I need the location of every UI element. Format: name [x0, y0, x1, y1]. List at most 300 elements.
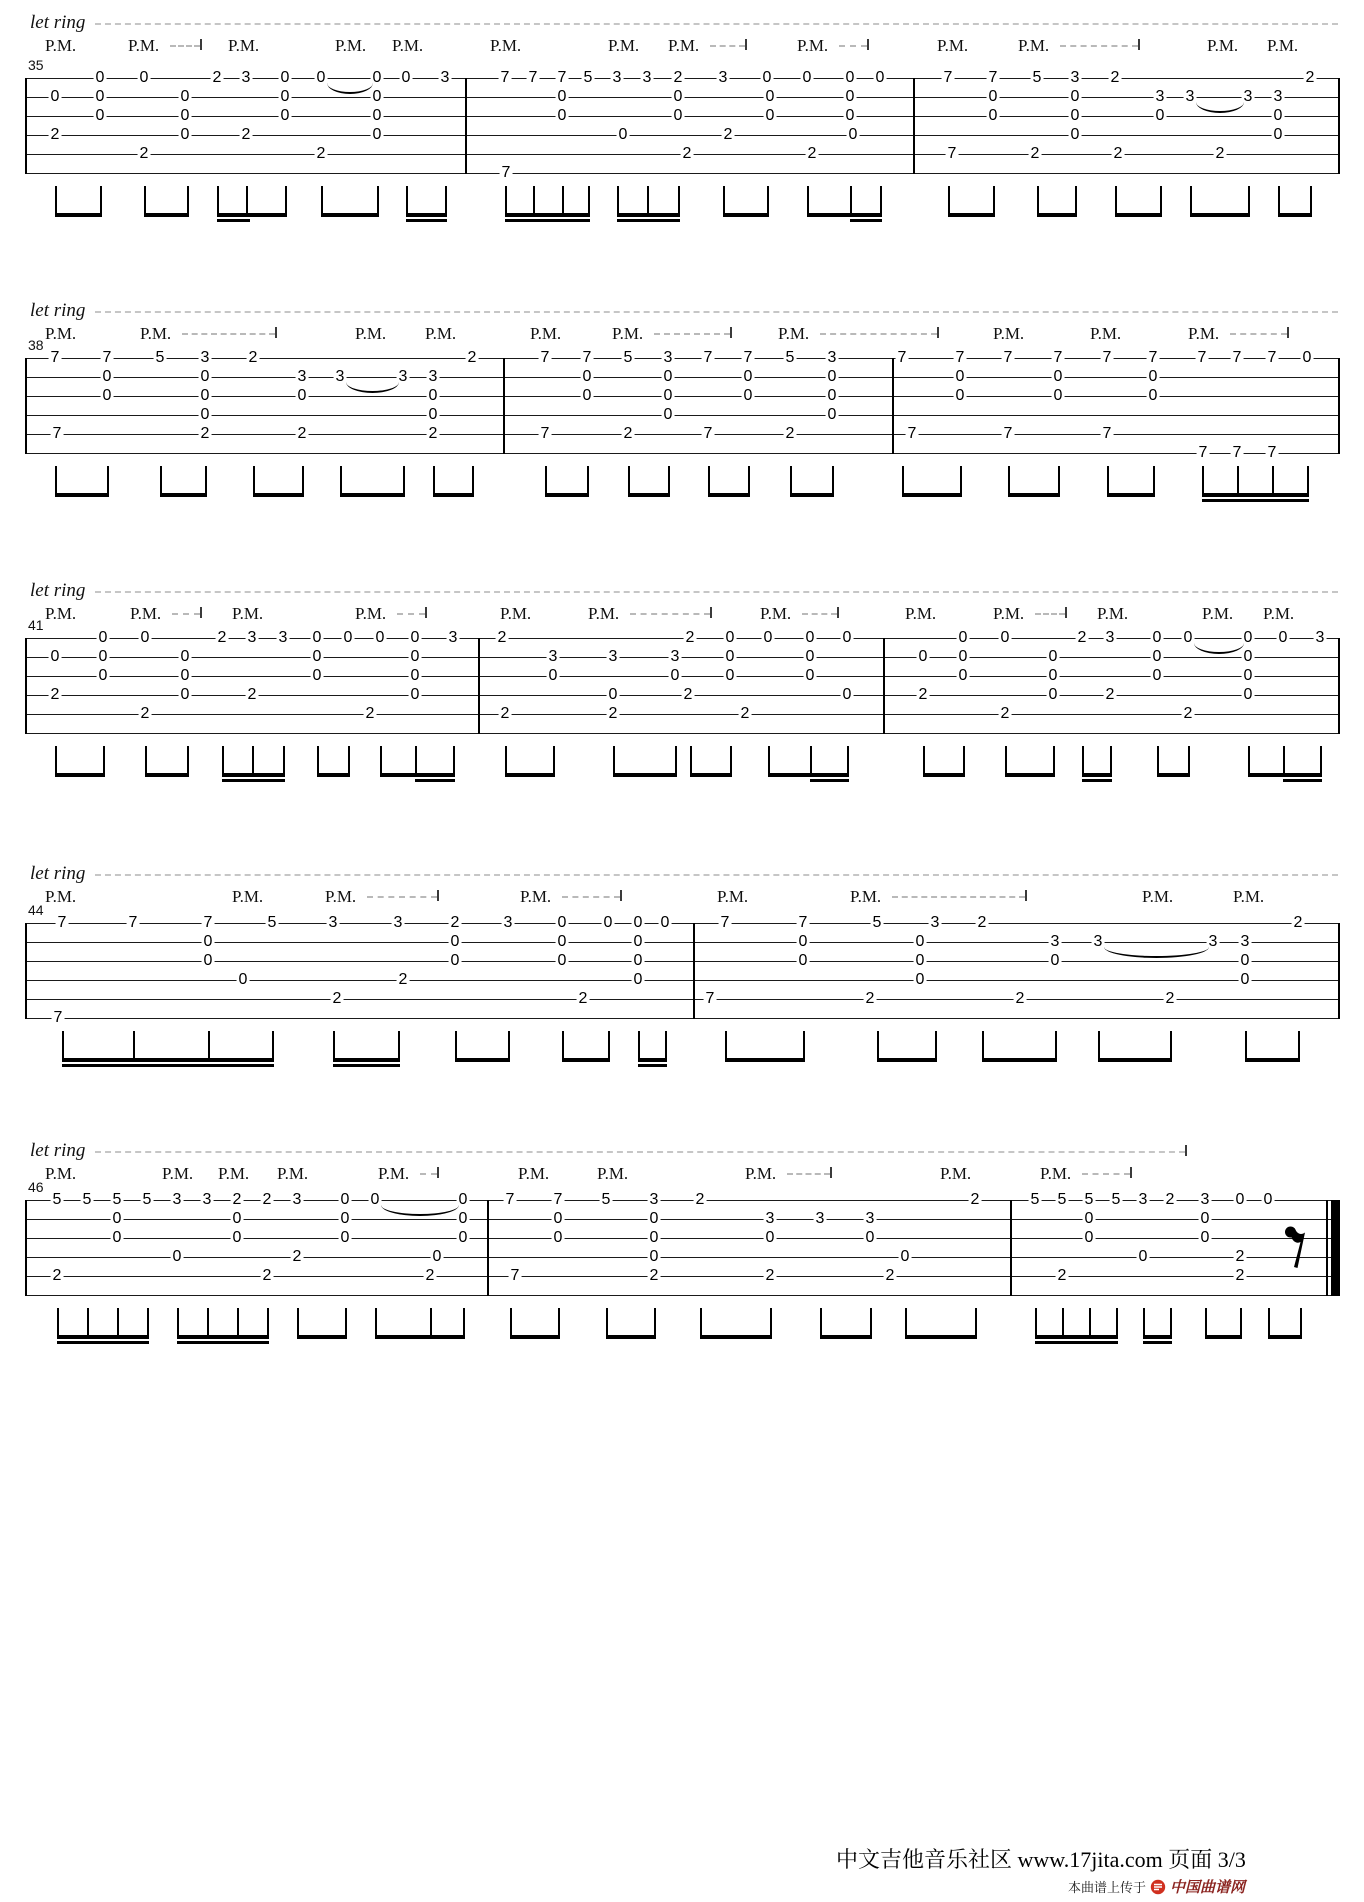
beam-sixteenth	[810, 779, 849, 782]
fret-number: 2	[140, 705, 150, 722]
barline	[25, 78, 27, 174]
fret-number: 0	[958, 629, 968, 646]
palm-mute-label: P.M.	[45, 887, 77, 906]
fret-number: 0	[1048, 686, 1058, 703]
barline	[25, 1200, 27, 1296]
fret-number: 5	[155, 349, 165, 366]
beam	[505, 773, 555, 777]
fret-number: 3	[428, 368, 438, 385]
fret-number: 2	[450, 914, 460, 931]
fret-number: 0	[1240, 971, 1250, 988]
fret-number: 2	[685, 629, 695, 646]
fret-number: 3	[1315, 629, 1325, 646]
fret-number: 0	[180, 686, 190, 703]
fret-number: 7	[943, 69, 953, 86]
fret-number: 0	[915, 933, 925, 950]
fret-number: 0	[410, 648, 420, 665]
fret-number: 2	[248, 349, 258, 366]
site-logo-icon	[1150, 1879, 1166, 1895]
fret-number: 2	[1000, 705, 1010, 722]
fret-number: 3	[292, 1191, 302, 1208]
palm-mute-label: P.M.	[162, 1164, 194, 1183]
fret-number: 7	[1102, 425, 1112, 442]
fret-number: 0	[633, 952, 643, 969]
beam	[1035, 1335, 1118, 1339]
palm-mute-label: P.M.	[937, 36, 969, 55]
palm-mute-label: P.M.	[1040, 1164, 1072, 1183]
fret-number: 0	[112, 1210, 122, 1227]
fret-number: 3	[670, 648, 680, 665]
staff-line	[25, 923, 1340, 924]
fret-number: 0	[450, 952, 460, 969]
fret-number: 0	[557, 914, 567, 931]
staff-line	[25, 733, 1340, 734]
final-barline	[1331, 1200, 1340, 1296]
barline	[478, 638, 480, 734]
fret-number: 2	[1110, 69, 1120, 86]
fret-number: 7	[52, 425, 62, 442]
palm-mute-label: P.M.	[608, 36, 640, 55]
barline	[465, 78, 467, 174]
let-ring-label: let ring	[30, 300, 86, 321]
fret-number: 0	[958, 648, 968, 665]
fret-number: 0	[98, 667, 108, 684]
beam-sixteenth	[850, 219, 882, 222]
palm-mute-dashes	[420, 1173, 437, 1175]
barline	[1338, 638, 1340, 734]
palm-mute-end-tick	[1287, 327, 1289, 338]
barline	[892, 358, 894, 454]
fret-number: 2	[1057, 1267, 1067, 1284]
beam	[253, 493, 304, 497]
fret-number: 0	[428, 406, 438, 423]
staff-line	[25, 415, 1340, 416]
fret-number: 0	[827, 387, 837, 404]
fret-number: 2	[723, 126, 733, 143]
fret-number: 0	[102, 368, 112, 385]
fret-number: 2	[332, 990, 342, 1007]
beam-sixteenth	[177, 1341, 269, 1344]
beam	[613, 773, 677, 777]
fret-number: 0	[582, 368, 592, 385]
fret-number: 0	[1148, 387, 1158, 404]
beam	[333, 1058, 400, 1062]
fret-number: 0	[915, 952, 925, 969]
measure-number: 41	[28, 617, 44, 633]
barline	[913, 78, 915, 174]
fret-number: 7	[705, 990, 715, 1007]
fret-number: 7	[703, 425, 713, 442]
palm-mute-label: P.M.	[277, 1164, 309, 1183]
staff-line	[25, 358, 1340, 359]
beam	[340, 493, 405, 497]
fret-number: 5	[112, 1191, 122, 1208]
fret-number: 0	[798, 952, 808, 969]
beam	[820, 1335, 872, 1339]
palm-mute-label: P.M.	[612, 324, 644, 343]
fret-number: 0	[238, 971, 248, 988]
fret-number: 0	[842, 686, 852, 703]
tie-arc	[1196, 102, 1244, 113]
fret-number: 0	[95, 88, 105, 105]
fret-number: 7	[50, 349, 60, 366]
palm-mute-end-tick	[620, 890, 622, 901]
fret-number: 0	[842, 629, 852, 646]
fret-number: 7	[500, 69, 510, 86]
fret-number: 2	[292, 1248, 302, 1265]
fret-number: 3	[297, 368, 307, 385]
fret-number: 0	[660, 914, 670, 931]
fret-number: 3	[815, 1210, 825, 1227]
fret-number: 3	[1200, 1191, 1210, 1208]
fret-number: 3	[930, 914, 940, 931]
palm-mute-end-tick	[275, 327, 277, 338]
fret-number: 0	[95, 69, 105, 86]
fret-number: 0	[763, 629, 773, 646]
beam	[510, 1335, 560, 1339]
fret-number: 2	[1030, 145, 1040, 162]
palm-mute-end-tick	[710, 607, 712, 618]
fret-number: 7	[907, 425, 917, 442]
palm-mute-end-tick	[200, 39, 202, 50]
fret-number: 7	[57, 914, 67, 931]
fret-number: 0	[203, 952, 213, 969]
fret-number: 2	[765, 1267, 775, 1284]
let-ring-dashes	[95, 1151, 1185, 1153]
palm-mute-dashes	[1060, 45, 1138, 47]
palm-mute-dashes	[820, 333, 937, 335]
fret-number: 5	[52, 1191, 62, 1208]
fret-number: 2	[1293, 914, 1303, 931]
palm-mute-end-tick	[425, 607, 427, 618]
fret-number: 0	[458, 1229, 468, 1246]
fret-number: 3	[1105, 629, 1115, 646]
let-ring-label: let ring	[30, 863, 86, 884]
fret-number: 3	[1243, 88, 1253, 105]
beam	[617, 213, 680, 217]
fret-number: 0	[553, 1210, 563, 1227]
fret-number: 2	[200, 425, 210, 442]
palm-mute-label: P.M.	[45, 36, 77, 55]
palm-mute-label: P.M.	[355, 324, 387, 343]
barline	[1338, 78, 1340, 174]
palm-mute-end-tick	[830, 1167, 832, 1178]
fret-number: 2	[682, 145, 692, 162]
palm-mute-label: P.M.	[1018, 36, 1050, 55]
fret-number: 0	[805, 648, 815, 665]
fret-number: 0	[1200, 1229, 1210, 1246]
palm-mute-dashes	[630, 613, 710, 615]
fret-number: 0	[663, 406, 673, 423]
beam	[1248, 773, 1322, 777]
beam-sixteenth	[1283, 779, 1322, 782]
fret-number: 2	[1235, 1267, 1245, 1284]
fret-number: 0	[1273, 126, 1283, 143]
fret-number: 0	[410, 667, 420, 684]
fret-number: 2	[673, 69, 683, 86]
staff-line	[25, 1295, 1340, 1296]
fret-number: 5	[623, 349, 633, 366]
fret-number: 7	[703, 349, 713, 366]
fret-number: 0	[410, 629, 420, 646]
palm-mute-label: P.M.	[993, 324, 1025, 343]
fret-number: 0	[582, 387, 592, 404]
fret-number: 2	[500, 705, 510, 722]
fret-number: 0	[988, 107, 998, 124]
tie-arc	[346, 382, 399, 393]
fret-number: 5	[1111, 1191, 1121, 1208]
fret-number: 0	[958, 667, 968, 684]
palm-mute-label: P.M.	[335, 36, 367, 55]
beam-sixteenth	[333, 1064, 400, 1067]
let-ring-dashes	[95, 311, 1338, 313]
palm-mute-dashes	[182, 333, 275, 335]
staff-line	[25, 676, 1340, 677]
palm-mute-label: P.M.	[1267, 36, 1299, 55]
fret-number: 3	[278, 629, 288, 646]
fret-number: 0	[232, 1229, 242, 1246]
beam-sixteenth	[406, 219, 447, 222]
fret-number: 7	[1003, 349, 1013, 366]
fret-number: 0	[112, 1229, 122, 1246]
fret-number: 7	[1053, 349, 1063, 366]
fret-number: 0	[915, 971, 925, 988]
fret-number: 2	[885, 1267, 895, 1284]
fret-number: 7	[510, 1267, 520, 1284]
fret-number: 3	[1093, 933, 1103, 950]
beam-sixteenth	[1143, 1341, 1172, 1344]
beam	[877, 1058, 937, 1062]
fret-number: 0	[673, 107, 683, 124]
fret-number: 2	[740, 705, 750, 722]
beam	[700, 1335, 772, 1339]
palm-mute-label: P.M.	[797, 36, 829, 55]
fret-number: 7	[1267, 444, 1277, 461]
fret-number: 2	[695, 1191, 705, 1208]
fret-number: 7	[1003, 425, 1013, 442]
palm-mute-label: P.M.	[745, 1164, 777, 1183]
fret-number: 2	[1015, 990, 1025, 1007]
fret-number: 7	[540, 425, 550, 442]
fret-number: 0	[139, 69, 149, 86]
fret-number: 2	[262, 1267, 272, 1284]
footer-upload-line	[1068, 1876, 1245, 1897]
beam-sixteenth	[638, 1064, 667, 1067]
fret-number: 2	[365, 705, 375, 722]
fret-number: 0	[663, 368, 673, 385]
fret-number: 3	[202, 1191, 212, 1208]
beam	[1037, 213, 1077, 217]
fret-number: 0	[180, 648, 190, 665]
fret-number: 2	[497, 629, 507, 646]
fret-number: 0	[50, 648, 60, 665]
fret-number: 0	[805, 667, 815, 684]
fret-number: 0	[372, 107, 382, 124]
fret-number: 7	[988, 69, 998, 86]
fret-number: 7	[528, 69, 538, 86]
palm-mute-label: P.M.	[668, 36, 700, 55]
fret-number: 5	[267, 914, 277, 931]
beam	[948, 213, 995, 217]
let-ring-dashes	[95, 874, 1338, 876]
fret-number: 0	[102, 387, 112, 404]
palm-mute-label: P.M.	[520, 887, 552, 906]
fret-number: 7	[1232, 444, 1242, 461]
staff-line	[25, 999, 1340, 1000]
palm-mute-label: P.M.	[232, 604, 264, 623]
beam	[905, 1335, 977, 1339]
beam	[1143, 1335, 1172, 1339]
fret-number: 0	[180, 667, 190, 684]
fret-number: 2	[316, 145, 326, 162]
fret-number: 0	[805, 629, 815, 646]
fret-number: 7	[1232, 349, 1242, 366]
palm-mute-dashes	[170, 45, 200, 47]
fret-number: 0	[848, 126, 858, 143]
fret-number: 3	[1138, 1191, 1148, 1208]
fret-number: 2	[683, 686, 693, 703]
fret-number: 0	[663, 387, 673, 404]
beam	[1115, 213, 1162, 217]
footer-site-text: 中文吉他音乐社区 www.17jita.com 页面 3/3	[836, 1847, 1246, 1872]
fret-number: 2	[139, 145, 149, 162]
palm-mute-dashes	[1035, 613, 1065, 615]
fret-number: 0	[1155, 107, 1165, 124]
palm-mute-end-tick	[1130, 1167, 1132, 1178]
fret-number: 5	[583, 69, 593, 86]
fret-number: 0	[340, 1210, 350, 1227]
fret-number: 0	[865, 1229, 875, 1246]
fret-number: 0	[1152, 648, 1162, 665]
fret-number: 3	[649, 1191, 659, 1208]
fret-number: 0	[401, 69, 411, 86]
fret-number: 5	[1084, 1191, 1094, 1208]
fret-number: 0	[200, 368, 210, 385]
beam	[1268, 1335, 1302, 1339]
barline	[1010, 1200, 1012, 1296]
fret-number: 0	[98, 648, 108, 665]
beam	[768, 773, 849, 777]
fret-number: 0	[316, 69, 326, 86]
palm-mute-label: P.M.	[1090, 324, 1122, 343]
palm-mute-dashes	[892, 896, 1025, 898]
palm-mute-label: P.M.	[905, 604, 937, 623]
fret-number: 3	[663, 349, 673, 366]
staff-line	[25, 1238, 1340, 1239]
palm-mute-label: P.M.	[850, 887, 882, 906]
beam-sixteenth	[1202, 499, 1309, 502]
fret-number: 0	[673, 88, 683, 105]
fret-number: 0	[410, 686, 420, 703]
beam	[606, 1335, 656, 1339]
fret-number: 0	[432, 1248, 442, 1265]
fret-number: 0	[802, 69, 812, 86]
beam	[807, 213, 882, 217]
palm-mute-label: P.M.	[130, 604, 162, 623]
staff-line	[25, 1276, 1340, 1277]
footer-upload-text: 本曲谱上传于	[1068, 1880, 1147, 1895]
palm-mute-dashes	[1230, 333, 1287, 335]
fret-number: 0	[725, 667, 735, 684]
fret-number: 3	[241, 69, 251, 86]
beam	[1190, 213, 1250, 217]
barline	[883, 638, 885, 734]
palm-mute-end-tick	[730, 327, 732, 338]
palm-mute-label: P.M.	[500, 604, 532, 623]
fret-number: 2	[1183, 705, 1193, 722]
fret-number: 7	[53, 1009, 63, 1026]
fret-number: 0	[553, 1229, 563, 1246]
fret-number: 0	[670, 667, 680, 684]
staff-line	[25, 980, 1340, 981]
fret-number: 2	[467, 349, 477, 366]
fret-number: 0	[988, 88, 998, 105]
fret-number: 0	[180, 107, 190, 124]
palm-mute-label: P.M.	[940, 1164, 972, 1183]
fret-number: 3	[200, 349, 210, 366]
palm-mute-label: P.M.	[325, 887, 357, 906]
fret-number: 5	[1032, 69, 1042, 86]
fret-number: 2	[865, 990, 875, 1007]
beam	[708, 493, 750, 497]
beam	[1205, 1335, 1242, 1339]
fret-number: 0	[743, 387, 753, 404]
fret-number: 2	[52, 1267, 62, 1284]
beam-sixteenth	[62, 1064, 274, 1067]
fret-number: 2	[1105, 686, 1115, 703]
fret-number: 7	[540, 349, 550, 366]
beam	[455, 1058, 510, 1062]
fret-number: 0	[1053, 387, 1063, 404]
fret-number: 0	[725, 629, 735, 646]
beam-sixteenth	[217, 219, 250, 222]
fret-number: 0	[548, 667, 558, 684]
fret-number: 0	[372, 69, 382, 86]
fret-number: 0	[1070, 126, 1080, 143]
fret-number: 0	[98, 629, 108, 646]
fret-number: 3	[1185, 88, 1195, 105]
fret-number: 0	[172, 1248, 182, 1265]
fret-number: 3	[642, 69, 652, 86]
fret-number: 0	[340, 1229, 350, 1246]
fret-number: 0	[1152, 629, 1162, 646]
fret-number: 2	[1165, 1191, 1175, 1208]
beam	[406, 213, 447, 217]
beam	[628, 493, 670, 497]
fret-number: 0	[280, 88, 290, 105]
fret-number: 0	[725, 648, 735, 665]
staff-line	[25, 961, 1340, 962]
palm-mute-dashes	[172, 613, 200, 615]
measure-number: 35	[28, 57, 44, 73]
beam	[317, 773, 350, 777]
palm-mute-dashes	[710, 45, 745, 47]
measure-number: 46	[28, 1179, 44, 1195]
staff-line	[25, 657, 1340, 658]
fret-number: 0	[297, 387, 307, 404]
palm-mute-label: P.M.	[597, 1164, 629, 1183]
fret-number: 0	[180, 126, 190, 143]
fret-number: 0	[798, 933, 808, 950]
palm-mute-label: P.M.	[778, 324, 810, 343]
palm-mute-label: P.M.	[1188, 324, 1220, 343]
fret-number: 0	[428, 387, 438, 404]
palm-mute-dashes	[562, 896, 620, 898]
beam	[1245, 1058, 1300, 1062]
fret-number: 0	[280, 107, 290, 124]
beam	[690, 773, 732, 777]
eighth-rest-icon	[1284, 1222, 1306, 1270]
